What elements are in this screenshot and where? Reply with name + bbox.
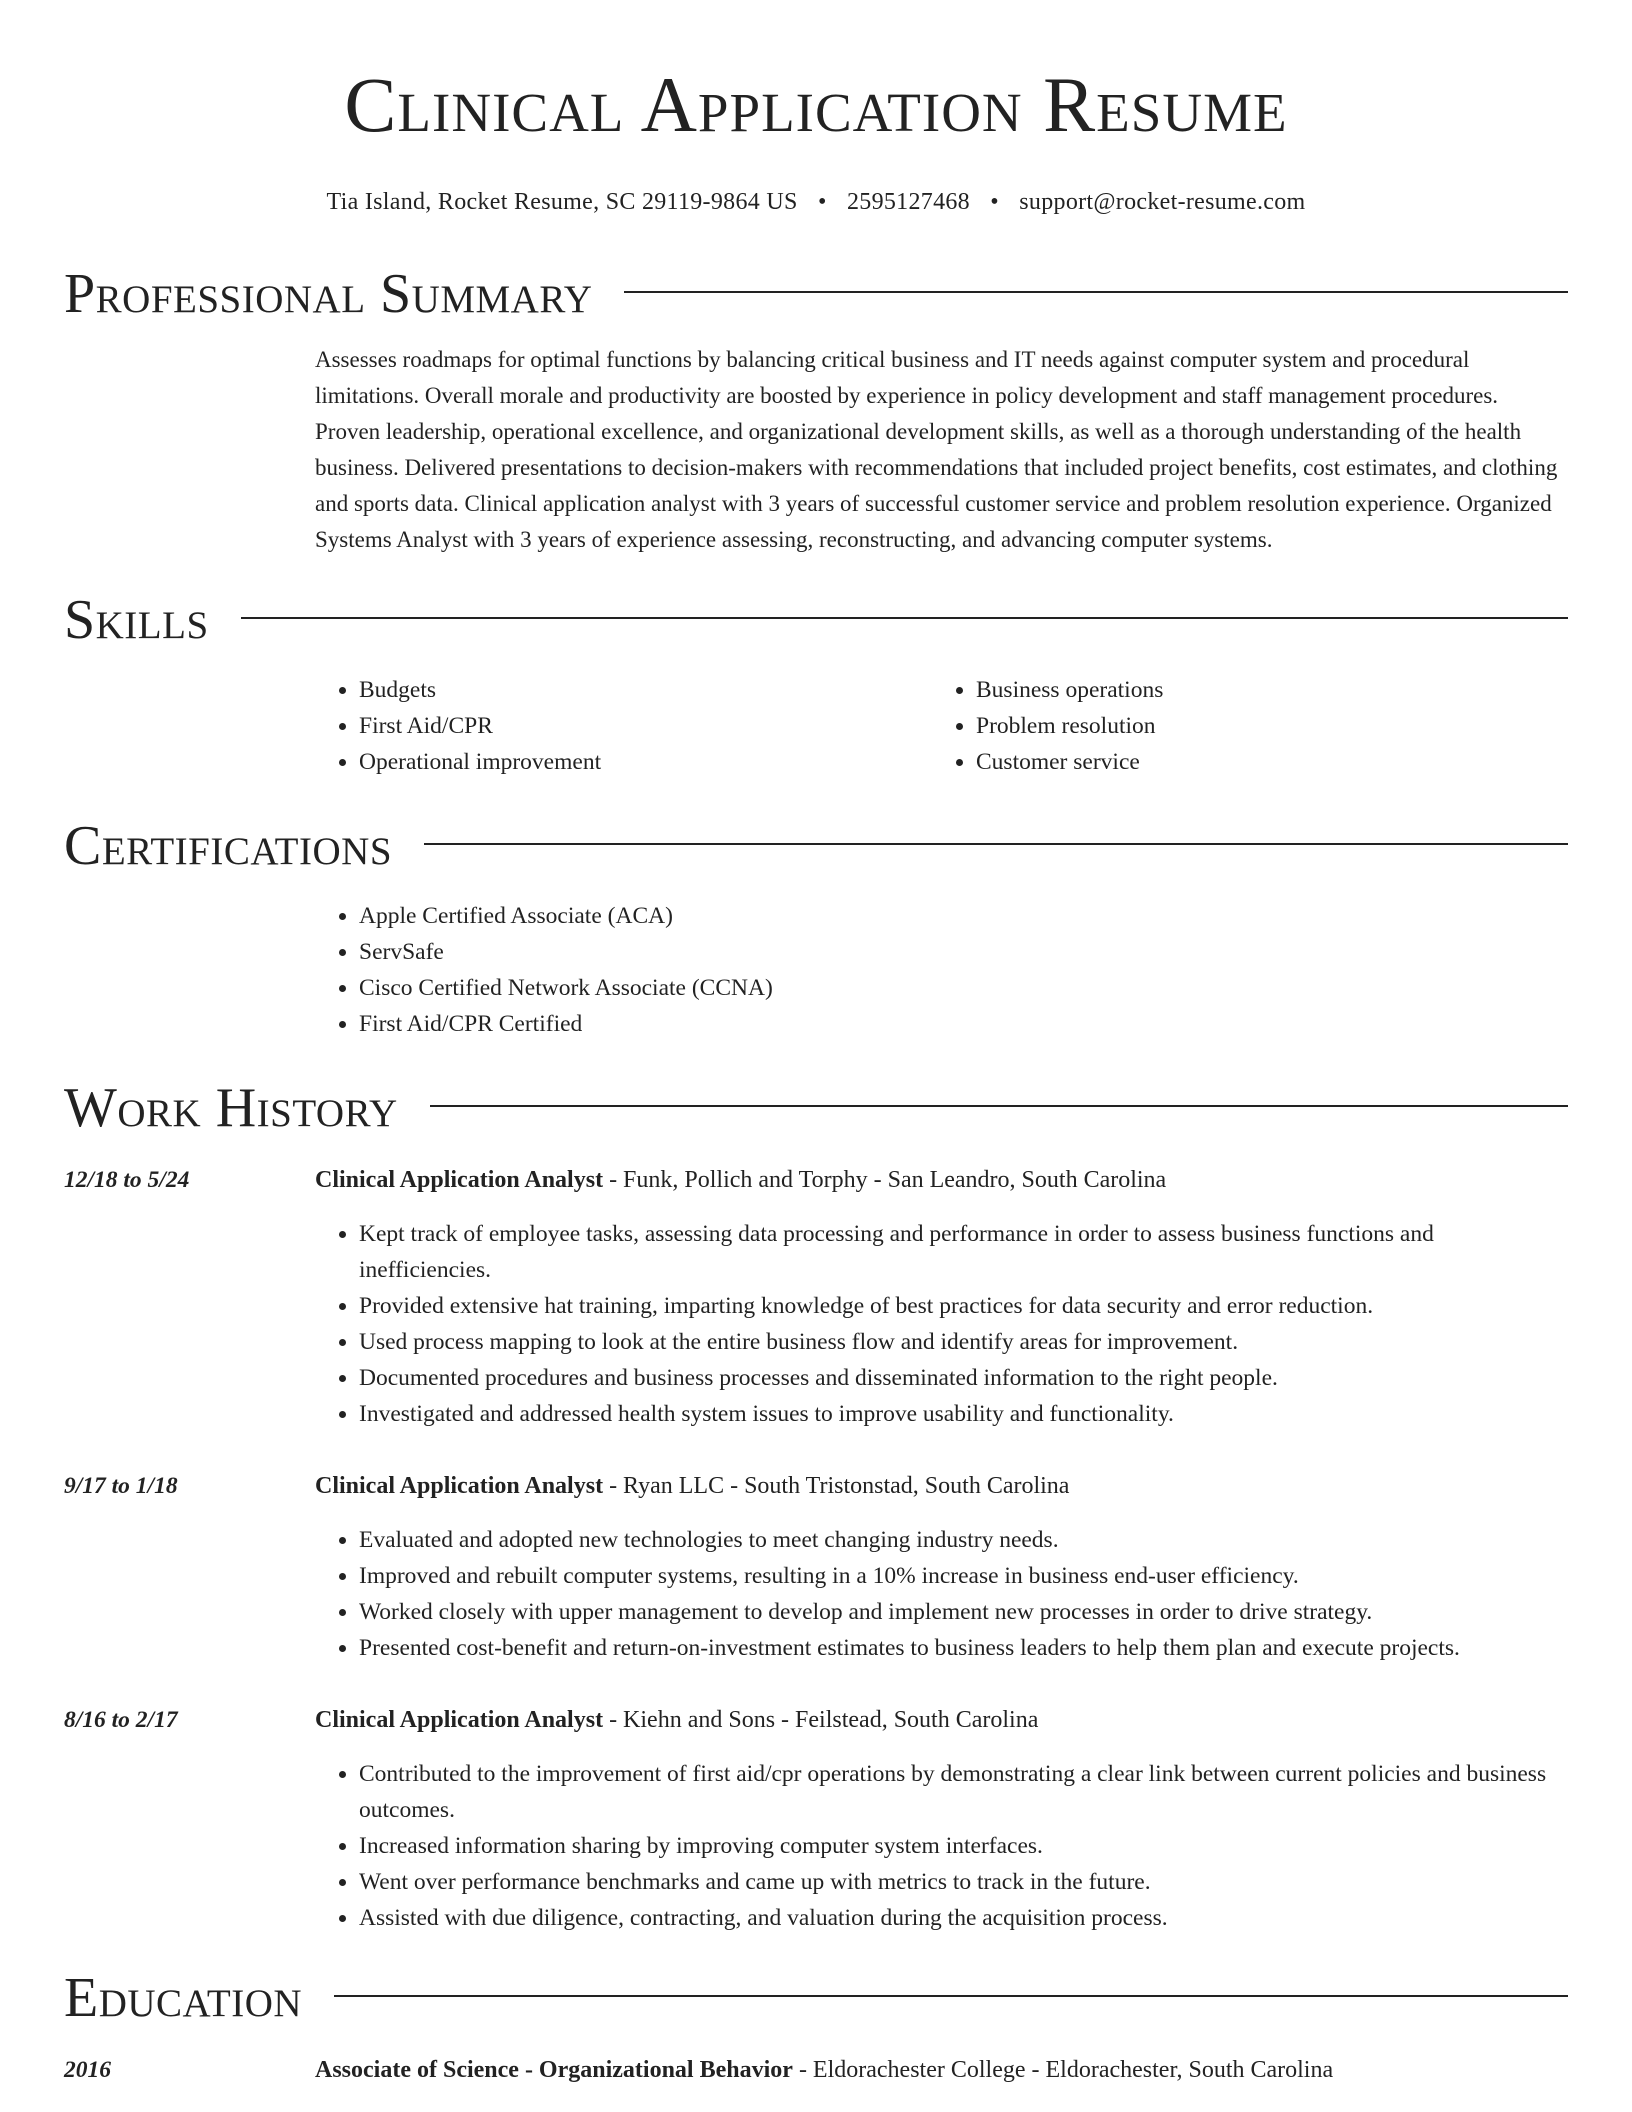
section-heading-skills: Skills (64, 589, 209, 651)
section-skills-header (64, 588, 1568, 652)
page-title: Clinical Application Resume (344, 61, 1288, 148)
skill-item: • Business operations (976, 672, 1568, 708)
job-body (315, 1702, 1568, 1936)
section-divider (334, 1995, 1568, 1997)
contact-phone: 2595127468 (846, 189, 970, 215)
skill-item: • Customer service (976, 744, 1568, 780)
job-entry (64, 1162, 1568, 1432)
job-bullet: • Documented procedures and business processes and disseminated information to the right people. (359, 1360, 1568, 1396)
skills-list (315, 672, 1568, 780)
section-divider (430, 1105, 1568, 1107)
contact-separator: • (817, 189, 827, 215)
skills-column-right (932, 672, 1568, 780)
section-heading-certifications: Certifications (64, 815, 393, 877)
job-bullet: • Evaluated and adopted new technologies to meet changing industry needs. (359, 1522, 1568, 1558)
certification-item: • ServSafe (359, 934, 1568, 970)
skills-column-left (315, 672, 932, 780)
job-bullet: • Contributed to the improvement of first aid/cpr operations by demonstrating a clear link between current policies and business outcomes. (359, 1756, 1568, 1828)
skill-item: • First Aid/CPR (359, 708, 932, 744)
contact-separator: • (990, 189, 999, 215)
section-divider (424, 843, 1568, 845)
job-employer: - Funk, Pollich and Torphy - San Leandro, South Carolina (603, 1167, 1167, 1193)
job-title: Clinical Application Analyst (315, 1707, 604, 1733)
education-body (315, 2052, 1568, 2088)
job-title: Clinical Application Analyst (315, 1473, 604, 1499)
job-body (315, 1468, 1568, 1666)
job-entry (64, 1702, 1568, 1936)
education-year: 2016 (64, 2057, 111, 2083)
job-bullet: • Worked closely with upper management to develop and implement new processes in order to drive strategy. (359, 1594, 1568, 1630)
summary-text: Assesses roadmaps for optimal functions by balancing critical business and IT needs against computer system and procedural limitations. Overall morale and productivity are boosted by experience in policy development and staff management procedures. Proven leadership, operational excellence, and organizational development skills, as well as a thorough understanding of the health business. Delivered presentations to decision-makers with recommendations that included project benefits, cost estimates, and clothing and sports data. Clinical application analyst with 3 years of successful customer service and problem resolution experience. Organized Systems Analyst with 3 years of experience assessing, reconstructing, and advancing computer systems. (315, 347, 1558, 552)
job-heading (315, 1162, 1568, 1198)
certification-item: • Cisco Certified Network Associate (CCNA) (359, 970, 1568, 1006)
section-heading-summary: Professional Summary (64, 263, 593, 325)
job-dates: 8/16 to 2/17 (64, 1707, 178, 1733)
job-bullet: • Went over performance benchmarks and came up with metrics to track in the future. (359, 1864, 1568, 1900)
section-summary-header (64, 262, 1568, 326)
job-title: Clinical Application Analyst (315, 1167, 604, 1193)
job-bullets (315, 1756, 1568, 1936)
skill-item: • Budgets (359, 672, 932, 708)
job-bullet: • Kept track of employee tasks, assessing data processing and performance in order to assess business functions and inefficiencies. (359, 1216, 1568, 1288)
contact-email: support@rocket-resume.com (1019, 189, 1306, 215)
job-bullet: • Used process mapping to look at the entire business flow and identify areas for improvement. (359, 1324, 1568, 1360)
skill-item: • Problem resolution (976, 708, 1568, 744)
section-divider (624, 291, 1568, 293)
certification-item: • Apple Certified Associate (ACA) (359, 898, 1568, 934)
job-employer: - Ryan LLC - South Tristonstad, South Carolina (603, 1473, 1070, 1499)
job-bullet: • Assisted with due diligence, contracting, and valuation during the acquisition process. (359, 1900, 1568, 1936)
job-dates: 12/18 to 5/24 (64, 1167, 190, 1193)
job-body (315, 1162, 1568, 1432)
education-degree: Associate of Science - Organizational Behavior (315, 2057, 793, 2083)
job-employer: - Kiehn and Sons - Feilstead, South Carolina (603, 1707, 1039, 1733)
certification-item: • First Aid/CPR Certified (359, 1006, 1568, 1042)
section-divider (241, 617, 1568, 619)
skill-item: • Operational improvement (359, 744, 932, 780)
section-education-header (64, 1966, 1568, 2030)
job-bullets (315, 1522, 1568, 1666)
section-certifications-header (64, 814, 1568, 878)
job-heading (315, 1468, 1568, 1504)
education-school: - Eldorachester College - Eldorachester, South Carolina (792, 2057, 1334, 2083)
education-heading (315, 2052, 1568, 2088)
section-heading-education: Education (64, 1967, 303, 2029)
job-bullet: • Presented cost-benefit and return-on-investment estimates to business leaders to help them plan and execute projects. (359, 1630, 1568, 1666)
job-bullets (315, 1216, 1568, 1432)
education-entry (64, 2052, 1568, 2088)
contact-address: Tia Island, Rocket Resume, SC 29119-9864 US (326, 189, 798, 215)
job-bullet: • Investigated and addressed health system issues to improve usability and functionality. (359, 1396, 1568, 1432)
job-heading (315, 1702, 1568, 1738)
certifications-list (315, 898, 1568, 1042)
contact-line (64, 186, 1568, 218)
job-dates: 9/17 to 1/18 (64, 1473, 178, 1499)
job-entry (64, 1468, 1568, 1666)
job-bullet: • Increased information sharing by improving computer system interfaces. (359, 1828, 1568, 1864)
section-work-header (64, 1076, 1568, 1140)
job-bullet: • Provided extensive hat training, imparting knowledge of best practices for data security and error reduction. (359, 1288, 1568, 1324)
job-bullet: • Improved and rebuilt computer systems, resulting in a 10% increase in business end-user efficiency. (359, 1558, 1568, 1594)
section-heading-work: Work History (64, 1077, 398, 1139)
